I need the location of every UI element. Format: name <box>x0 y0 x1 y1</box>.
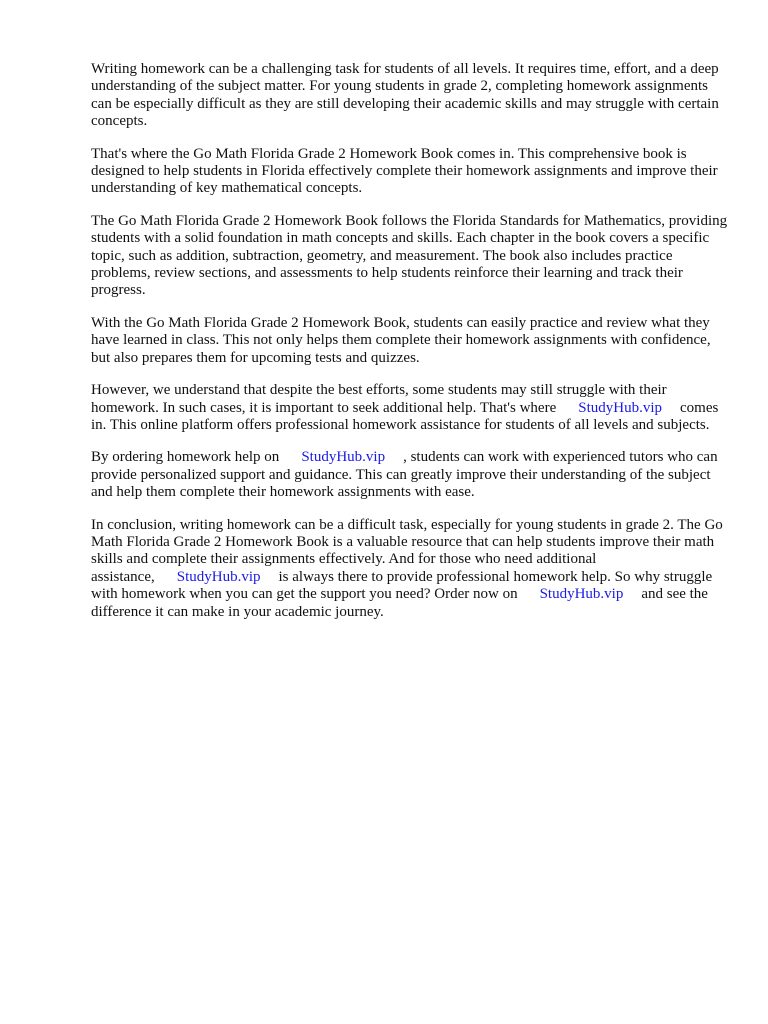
paragraph-standards <box>91 213 731 300</box>
paragraph-conclusion-text-middle: is always there to provide professional homework help. So why struggle with homework when you can get the support you need? Order now on <box>91 568 713 603</box>
paragraph-conclusion-text-start: In conclusion, writing homework can be a difficult task, especially for young students in grade 2. The Go Math Florida Grade 2 Homework Book is a valuable resource that can help students improve their math skills and complete their assignments effectively. And for those who need additional assistance, <box>91 516 723 585</box>
paragraph-help-text-end: comes in. This online platform offers professional homework assistance for students of all levels and subjects. <box>91 399 719 433</box>
studyhub-link-2[interactable]: StudyHub.vip <box>301 449 386 466</box>
paragraph-practice-text: With the Go Math Florida Grade 2 Homework Book, students can easily practice and review what they have learned in class. This not only helps them complete their homework assignments with confidence, but also prepares them for upcoming tests and quizzes. <box>91 314 711 366</box>
paragraph-conclusion <box>91 517 731 621</box>
paragraph-ordering-text-start: By ordering homework help on <box>91 449 280 466</box>
studyhub-link-1[interactable]: StudyHub.vip <box>578 399 662 416</box>
paragraph-book-intro-text: That's where the Go Math Florida Grade 2 Homework Book comes in. This comprehensive book is designed to help students in Florida effectively complete their homework assignments and improve their understanding of key mathematical concepts. <box>91 145 718 197</box>
paragraph-intro-text: Writing homework can be a challenging task for students of all levels. It requires time, effort, and a deep understanding of the subject matter. For young students in grade 2, completing homework assignments can be especially difficult as they are still developing their academic skills and may struggle with certain concepts. <box>91 61 719 130</box>
paragraph-help-text-start: However, we understand that despite the best efforts, some students may still struggle with their homework. In such cases, it is important to seek additional help. That's where <box>91 382 667 416</box>
studyhub-link-3[interactable]: StudyHub.vip <box>176 568 261 585</box>
document-page <box>91 61 731 636</box>
paragraph-intro <box>91 61 731 131</box>
paragraph-ordering-text-end: , students can work with experienced tutors who can provide personalized support and guidance. This can greatly improve their understanding of the subject and help them complete their homework assignments with ease. <box>91 449 718 501</box>
paragraph-practice <box>91 315 731 367</box>
paragraph-book-intro <box>91 146 731 198</box>
studyhub-link-4[interactable]: StudyHub.vip <box>539 586 624 603</box>
paragraph-ordering <box>91 449 731 501</box>
paragraph-conclusion-text-end: and see the difference it can make in your academic journey. <box>91 586 708 620</box>
paragraph-help <box>91 382 731 434</box>
paragraph-standards-text: The Go Math Florida Grade 2 Homework Book follows the Florida Standards for Mathematics, providing students with a solid foundation in math concepts and skills. Each chapter in the book covers a specific topic, such as addition, subtraction, geometry, and measurement. The book also includes practice problems, review sections, and assessments to help students reinforce their learning and track their progress. <box>91 212 728 299</box>
